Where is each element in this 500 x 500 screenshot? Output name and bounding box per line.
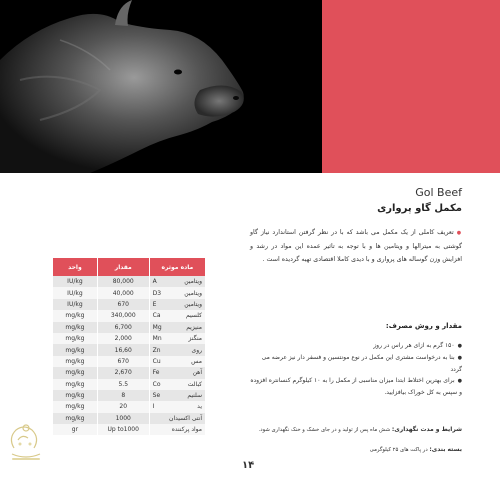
page-number: ۱۴ — [242, 460, 255, 471]
header-amount: مقدار — [97, 258, 149, 276]
cell-ingredient — [149, 333, 205, 344]
table-row — [53, 276, 206, 287]
intro-text: تعریف کاملی از یک مکمل می باشد که با در نظر گرفتن استاندارد نیاز گاو گوشتی به میترالها و ویتامین ها و با توجه به تاثیر عمده این مواد در رشد و افزایش وزن گوساله های پرواری و با دیدی کاملا اقتصادی تهیه گردیده است . — [250, 229, 462, 263]
usage-list — [250, 340, 462, 398]
ingredient-name: آهن — [192, 369, 202, 377]
ingredient-symbol: I — [152, 403, 155, 411]
logo-icon — [4, 416, 48, 466]
table-row — [53, 390, 206, 401]
storage-text: شش ماه پس از تولید و در جای خشک و خنک نگهداری شود. — [258, 427, 391, 433]
table-row — [53, 344, 206, 355]
ingredient-symbol: Zn — [152, 346, 161, 354]
cell-ingredient — [149, 344, 205, 355]
cell-ingredient — [149, 379, 205, 390]
table-row — [53, 367, 206, 378]
product-title-fa: مکمل گاو پرواری — [377, 203, 462, 214]
hero-photo — [0, 0, 322, 173]
usage-heading: مقدار و روش مصرف: — [385, 322, 462, 330]
cell-amount: 1000 — [97, 413, 149, 424]
cell-unit: mg/kg — [53, 344, 98, 355]
cell-amount: 40,000 — [97, 287, 149, 298]
cell-unit: mg/kg — [53, 413, 98, 424]
product-title-en: Gol Beef — [415, 186, 462, 199]
ingredient-symbol: D3 — [152, 289, 162, 297]
table-row — [53, 310, 206, 321]
cell-amount: Up to1000 — [97, 424, 149, 435]
cell-amount: 670 — [97, 299, 149, 310]
cell-unit: mg/kg — [53, 322, 98, 333]
usage-item: ● برای بهترین اختلاط ابتدا میزان مناسبی از مکمل را به ۱۰ کیلوگرم کنسانتره افزوده و سپس به کل خوراک بیافزایید. — [250, 375, 462, 398]
cell-amount: 340,000 — [97, 310, 149, 321]
table-row — [53, 424, 206, 435]
ingredient-symbol: Mn — [152, 335, 162, 343]
cell-unit: IU/kg — [53, 299, 98, 310]
ingredient-name: ویتامین — [184, 289, 202, 297]
ingredient-symbol: A — [152, 278, 157, 286]
cell-amount: 2,670 — [97, 367, 149, 378]
ingredient-symbol: Se — [152, 392, 161, 400]
storage-info — [247, 426, 462, 433]
ingredient-name: سلنیم — [187, 392, 202, 400]
usage-item: ● بنا به درخواست مشتری این مکمل در نوع مونتسین و فسفر دار نیز عرضه می گردد — [250, 352, 462, 375]
cell-amount: 80,000 — [97, 276, 149, 287]
storage-label: شرایط و مدت نگهداری: — [391, 426, 462, 433]
cell-unit: mg/kg — [53, 390, 98, 401]
cell-ingredient — [149, 276, 205, 287]
cell-unit: mg/kg — [53, 356, 98, 367]
ingredient-symbol: Cu — [152, 357, 161, 365]
cell-ingredient — [149, 413, 205, 424]
table-row — [53, 401, 206, 412]
table-row — [53, 333, 206, 344]
packaging-text: در پاکت های ۲۵ کیلوگرمی — [369, 447, 428, 453]
cell-ingredient — [149, 401, 205, 412]
ingredient-name: منیزیم — [186, 323, 202, 331]
cell-ingredient — [149, 424, 205, 435]
table-row — [53, 299, 206, 310]
intro-paragraph — [250, 226, 462, 266]
cell-amount: 670 — [97, 356, 149, 367]
cell-unit: IU/kg — [53, 276, 98, 287]
cell-amount: 8 — [97, 390, 149, 401]
cell-ingredient — [149, 299, 205, 310]
cell-ingredient — [149, 356, 205, 367]
cell-amount: 2,000 — [97, 333, 149, 344]
ingredient-symbol: Mg — [152, 323, 162, 331]
packaging-info — [247, 446, 462, 453]
table-row — [53, 287, 206, 298]
ingredient-symbol: E — [152, 300, 157, 308]
cell-unit: mg/kg — [53, 367, 98, 378]
ingredient-name: مس — [191, 357, 202, 365]
cell-amount: 6,700 — [97, 322, 149, 333]
table-row — [53, 322, 206, 333]
ingredient-name: ویتامین — [184, 278, 202, 286]
table-row — [53, 413, 206, 424]
ingredient-name: کبالت — [187, 380, 202, 388]
cell-amount: 16,60 — [97, 344, 149, 355]
table-row — [53, 356, 206, 367]
cell-unit: mg/kg — [53, 379, 98, 390]
bullet-icon — [454, 229, 462, 236]
ingredient-name: منگنز — [188, 335, 202, 343]
accent-color-block — [322, 0, 500, 173]
ingredient-name: آنتی اکسیدان — [169, 414, 202, 422]
ingredient-symbol: Co — [152, 380, 161, 388]
cell-ingredient — [149, 310, 205, 321]
bull-image — [0, 0, 322, 173]
ingredient-name: مواد پرکننده — [171, 426, 202, 434]
composition-table — [52, 258, 205, 435]
usage-item: ● ۱۵۰ گرم به ازای هر راس در روز — [250, 340, 462, 352]
brand-logo — [4, 416, 48, 466]
ingredient-name: ید — [197, 403, 202, 411]
table-row — [53, 379, 206, 390]
cell-ingredient — [149, 322, 205, 333]
cell-unit: gr — [53, 424, 98, 435]
cell-ingredient — [149, 367, 205, 378]
cell-ingredient — [149, 287, 205, 298]
ingredient-name: کلسیم — [186, 312, 202, 320]
cell-unit: IU/kg — [53, 287, 98, 298]
cell-amount: 20 — [97, 401, 149, 412]
table-header-row — [53, 258, 206, 276]
ingredient-symbol: Ca — [152, 312, 161, 320]
cell-amount: 5.5 — [97, 379, 149, 390]
ingredient-symbol: Fe — [152, 369, 160, 377]
packaging-label: بسته بندی: — [429, 446, 462, 453]
cell-unit: mg/kg — [53, 310, 98, 321]
cell-ingredient — [149, 390, 205, 401]
header-ingredient: ماده موثره — [149, 258, 205, 276]
cell-unit: mg/kg — [53, 401, 98, 412]
header-unit: واحد — [53, 258, 98, 276]
ingredient-name: ویتامین — [184, 300, 202, 308]
ingredient-name: روی — [191, 346, 202, 354]
cell-unit: mg/kg — [53, 333, 98, 344]
